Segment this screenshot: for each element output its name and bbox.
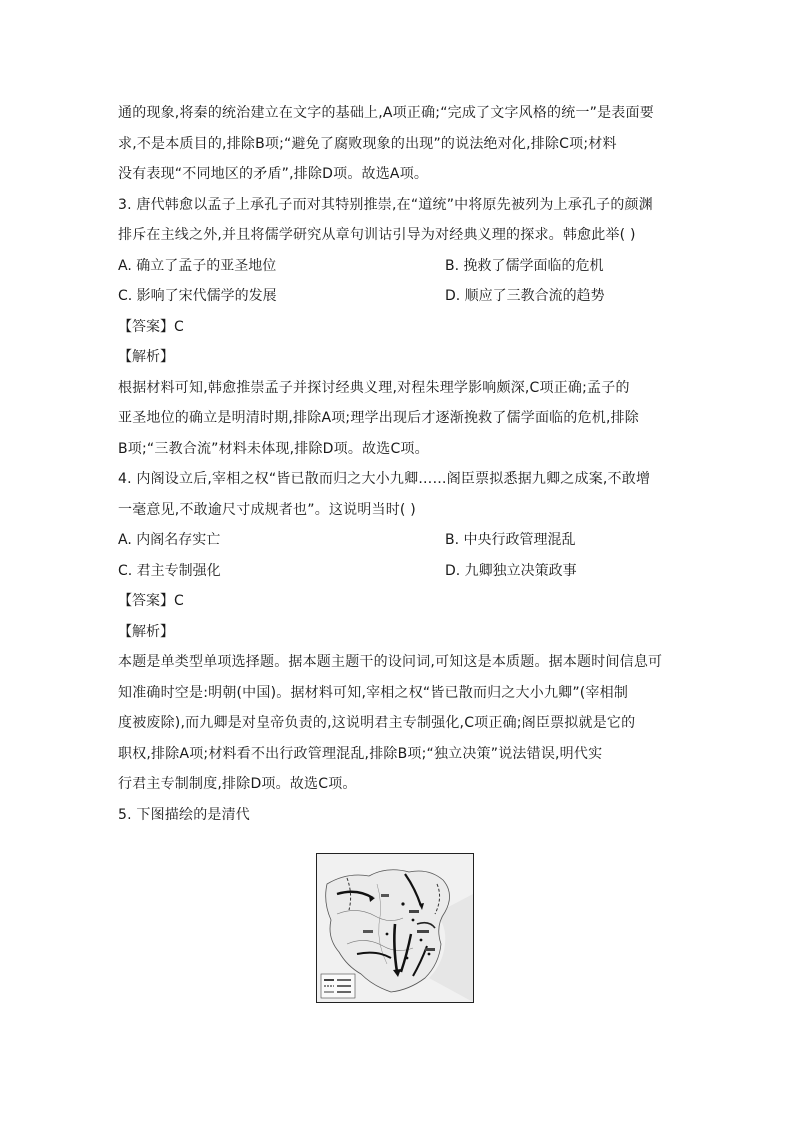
analysis-line: 本题是单类型单项选择题。据本题主题干的设问词,可知这是本质题。据本题时间信息可 [118, 654, 663, 670]
map-illustration [317, 854, 473, 1002]
question-5 [118, 800, 678, 831]
question-4 [118, 464, 678, 800]
options-row [118, 251, 678, 282]
options-row [118, 525, 678, 556]
option-c: C. 影响了宋代儒学的发展 [118, 288, 277, 304]
question-stem-line: 4. 内阁设立后,宰相之权“皆已散而归之大小九卿……阁臣票拟悉据九卿之成案,不敢增 [118, 471, 651, 487]
option-d: D. 九卿独立决策政事 [445, 562, 577, 579]
analysis-line: 根据材料可知,韩愈推崇孟子并探讨经典义理,对程朱理学影响颇深,C项正确;孟子的 [118, 379, 630, 396]
question-stem-line: 5. 下图描绘的是清代 [118, 806, 251, 823]
option-d: D. 顺应了三教合流的趋势 [445, 288, 605, 304]
analysis-line: 亚圣地位的确立是明清时期,排除A项;理学出现后才逐渐挽救了儒学面临的危机,排除 [118, 410, 639, 426]
question-stem-line: 排斥在主线之外,并且将儒学研究从章句训诂引导为对经典义理的探求。韩愈此举( ) [118, 227, 636, 243]
text-line: 求,不是本质目的,排除B项;“避免了腐败现象的出现”的说法绝对化,排除C项;材料 [118, 135, 617, 152]
question-stem-line: 一毫意见,不敢逾尺寸成规者也”。这说明当时( ) [118, 501, 416, 518]
document-page [118, 98, 678, 830]
analysis-line: 度被废除),而九卿是对皇帝负责的,这说明君主专制强化,C项正确;阁臣票拟就是它的 [118, 715, 636, 731]
option-b: B. 挽救了儒学面临的危机 [445, 257, 604, 274]
answer-label: 【答案】C [118, 593, 184, 609]
analysis-line: B项;“三教合流”材料未体现,排除D项。故选C项。 [118, 440, 429, 457]
text-line: 通的现象,将秦的统治建立在文字的基础上,A项正确;“完成了文字风格的统一”是表面要 [118, 105, 654, 121]
answer-label: 【答案】C [118, 318, 184, 335]
question-3 [118, 190, 678, 465]
analysis-label: 【解析】 [118, 349, 174, 365]
option-c: C. 君主专制强化 [118, 562, 221, 579]
historical-map-figure [316, 853, 474, 1003]
previous-analysis-continuation [118, 98, 678, 190]
question-stem-line: 3. 唐代韩愈以孟子上承孔子而对其特别推崇,在“道统”中将原先被列为上承孔子的颜渊 [118, 196, 653, 213]
option-a: A. 确立了孟子的亚圣地位 [118, 257, 277, 274]
analysis-line: 行君主专制制度,排除D项。故选C项。 [118, 776, 357, 792]
option-a: A. 内阁名存实亡 [118, 532, 221, 548]
options-row [118, 281, 678, 312]
option-b: B. 中央行政管理混乱 [445, 532, 576, 548]
analysis-line: 知准确时空是:明朝(中国)。据材料可知,宰相之权“皆已散而归之大小九卿”(宰相制 [118, 684, 629, 701]
analysis-label: 【解析】 [118, 623, 174, 640]
text-line: 没有表现“不同地区的矛盾”,排除D项。故选A项。 [118, 166, 429, 182]
options-row [118, 556, 678, 587]
analysis-line: 职权,排除A项;材料看不出行政管理混乱,排除B项;“独立决策”说法错误,明代实 [118, 745, 603, 762]
